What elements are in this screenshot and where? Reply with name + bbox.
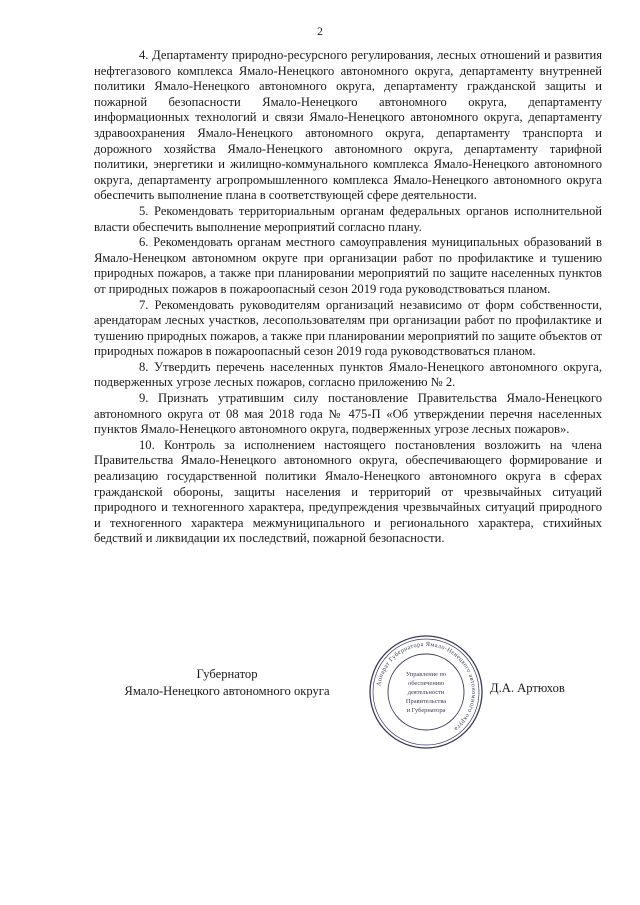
signatory-region: Ямало-Ненецкого автономного округа bbox=[124, 684, 330, 698]
paragraph-5: 5. Рекомендовать территориальным органам федеральных органов исполнительной власти обеспечить выполнение мероприятий согласно плану. bbox=[94, 203, 602, 234]
document-body bbox=[94, 48, 602, 547]
official-stamp bbox=[366, 632, 486, 752]
stamp-line: обеспечению bbox=[408, 680, 444, 687]
stamp-line: Управление по bbox=[405, 671, 447, 678]
paragraph-4: 4. Департаменту природно-ресурсного регулирования, лесных отношений и развития нефтегазового комплекса Ямало-Ненецкого автономного округа, департаменту внутренней политики Ямало-Ненецкого автономного округа, департаменту гражданской защиты и пожарной безопасности Ямало-Ненецкого автономного округа, департаменту информационных технологий и связи Ямало-Ненецкого автономного округа, департаменту здравоохранения Ямало-Ненецкого автономного округа, департаменту транспорта и дорожного хозяйства Ямало-Ненецкого автономного округа, департаменту тарифной политики, энергетики и жилищно-коммунального комплекса Ямало-Ненецкого автономного округа, департаменту агропромышленного комплекса Ямало-Ненецкого автономного округа обеспечить выполнение плана в соответствующей сфере деятельности. bbox=[94, 48, 602, 203]
paragraph-6: 6. Рекомендовать органам местного самоуправления муниципальных образований в Ямало-Ненецком автономном округе при организации работ по профилактике и тушению природных пожаров, а также при планировании мероприятий по защите населенных пунктов от природных пожаров в пожароопасный сезон 2019 года руководствоваться планом. bbox=[94, 235, 602, 296]
paragraph-8: 8. Утвердить перечень населенных пунктов Ямало-Ненецкого автономного округа, подверженных угрозе лесных пожаров, согласно приложению № 2. bbox=[94, 359, 602, 390]
page-number: 2 bbox=[317, 26, 323, 38]
stamp-ring-text: Аппарат Губернатора Ямало-Ненецкого автономного округа bbox=[375, 640, 478, 733]
stamp-line: деятельности bbox=[407, 689, 445, 696]
stamp-line: и Губернатора bbox=[406, 707, 446, 714]
stamp-line: Правительства bbox=[405, 698, 447, 705]
signatory-position: Губернатор bbox=[196, 667, 258, 681]
signatory-title bbox=[96, 666, 358, 700]
paragraph-10: 10. Контроль за исполнением настоящего постановления возложить на члена Правительства Ямало-Ненецкого автономного округа, обеспечивающего формирование и реализацию государственной политики Ямало-Ненецкого автономного округа в сферах гражданской обороны, защиты населения и территорий от чрезвычайных ситуаций природного и техногенного характера, предупреждения чрезвычайных ситуаций природного и техногенного характера межмуниципального и регионального характера, стихийных бедствий и ликвидации их последствий, пожарной безопасности. bbox=[94, 437, 602, 546]
signatory-name: Д.А. Артюхов bbox=[490, 681, 565, 695]
paragraph-9: 9. Признать утратившим силу постановление Правительства Ямало-Ненецкого автономного округа от 08 мая 2018 года № 475-П «Об утверждении перечня населенных пунктов Ямало-Ненецкого автономного округа, подверженных угрозе лесных пожаров». bbox=[94, 391, 602, 437]
paragraph-7: 7. Рекомендовать руководителям организаций независимо от форм собственности, арендаторам лесных участков, лесопользователям при организации работ по профилактике и тушению природных пожаров, а также при планировании мероприятий по защите объектов от природных пожаров в пожароопасный сезон 2019 года руководствоваться планом. bbox=[94, 297, 602, 359]
